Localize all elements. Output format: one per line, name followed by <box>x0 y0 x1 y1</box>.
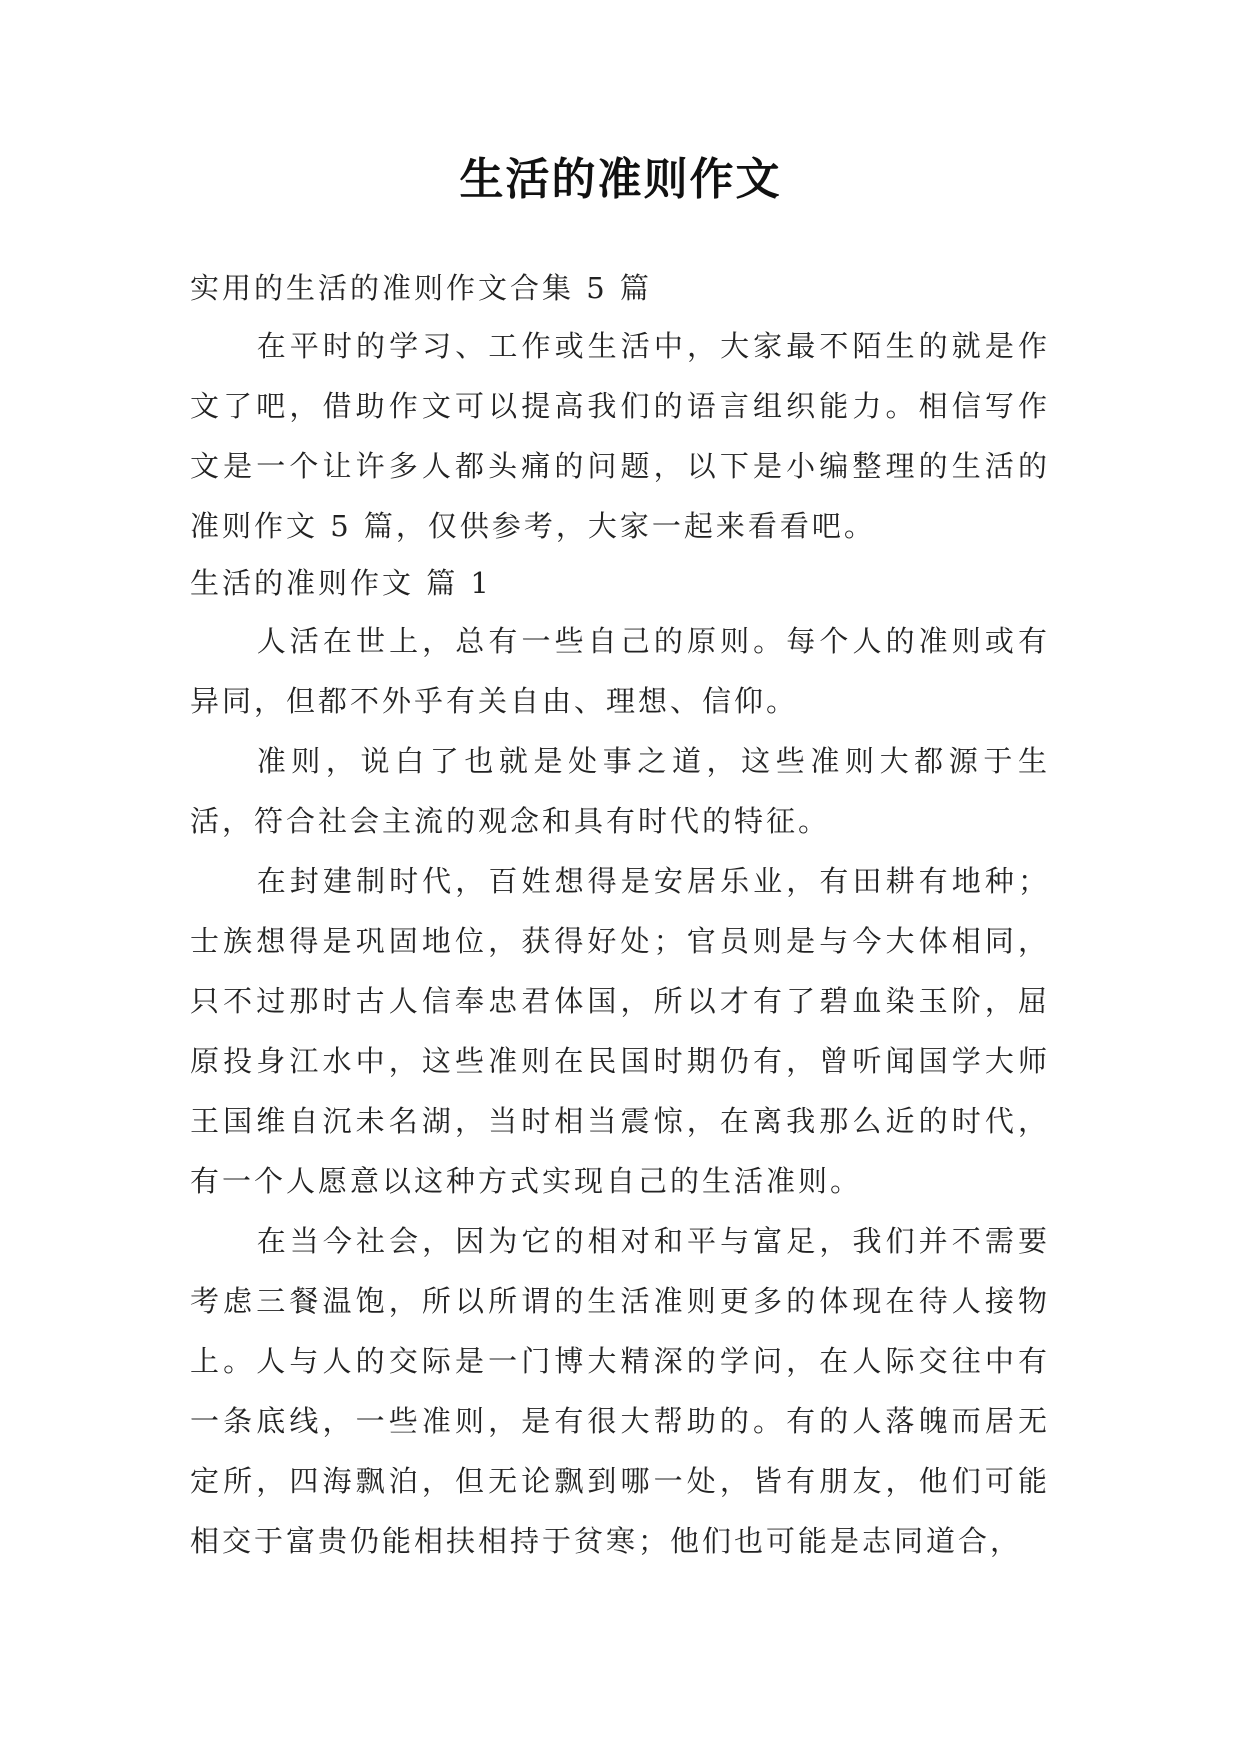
intro-paragraph: 在平时的学习、工作或生活中，大家最不陌生的就是作文了吧，借助作文可以提高我们的语言组织能力。相信写作文是一个让许多人都头痛的问题，以下是小编整理的生活的准则作文 5 篇，仅供参考，大家一起来看看吧。 <box>190 329 1050 543</box>
body-paragraph: 人活在世上，总有一些自己的原则。每个人的准则或有异同，但都不外乎有关自由、理想、信仰。 <box>190 624 1050 718</box>
body-paragraph: 在封建制时代，百姓想得是安居乐业，有田耕有地种；士族想得是巩固地位，获得好处；官员则是与今大体相同，只不过那时古人信奉忠君体国，所以才有了碧血染玉阶，屈原投身江水中，这些准则在民国时期仍有，曾听闻国学大师王国维自沉未名湖，当时相当震惊，在离我那么近的时代，有一个人愿意以这种方式实现自己的生活准则。 <box>190 864 1050 1198</box>
body-paragraph: 在当今社会，因为它的相对和平与富足，我们并不需要考虑三餐温饱，所以所谓的生活准则更多的体现在待人接物上。人与人的交际是一门博大精深的学问，在人际交往中有一条底线，一些准则，是有很大帮助的。有的人落魄而居无定所，四海飘泊，但无论飘到哪一处，皆有朋友，他们可能相交于富贵仍能相扶相持于贫寒；他们也可能是志同道合， <box>190 1224 1050 1558</box>
document-subtitle: 实用的生活的准则作文合集 5 篇 <box>190 271 652 305</box>
section-heading: 生活的准则作文 篇 1 <box>190 566 492 600</box>
body-paragraph: 准则，说白了也就是处事之道，这些准则大都源于生活，符合社会主流的观念和具有时代的特征。 <box>190 744 1050 838</box>
document-body <box>190 261 1050 1571</box>
document-title: 生活的准则作文 <box>459 154 782 205</box>
